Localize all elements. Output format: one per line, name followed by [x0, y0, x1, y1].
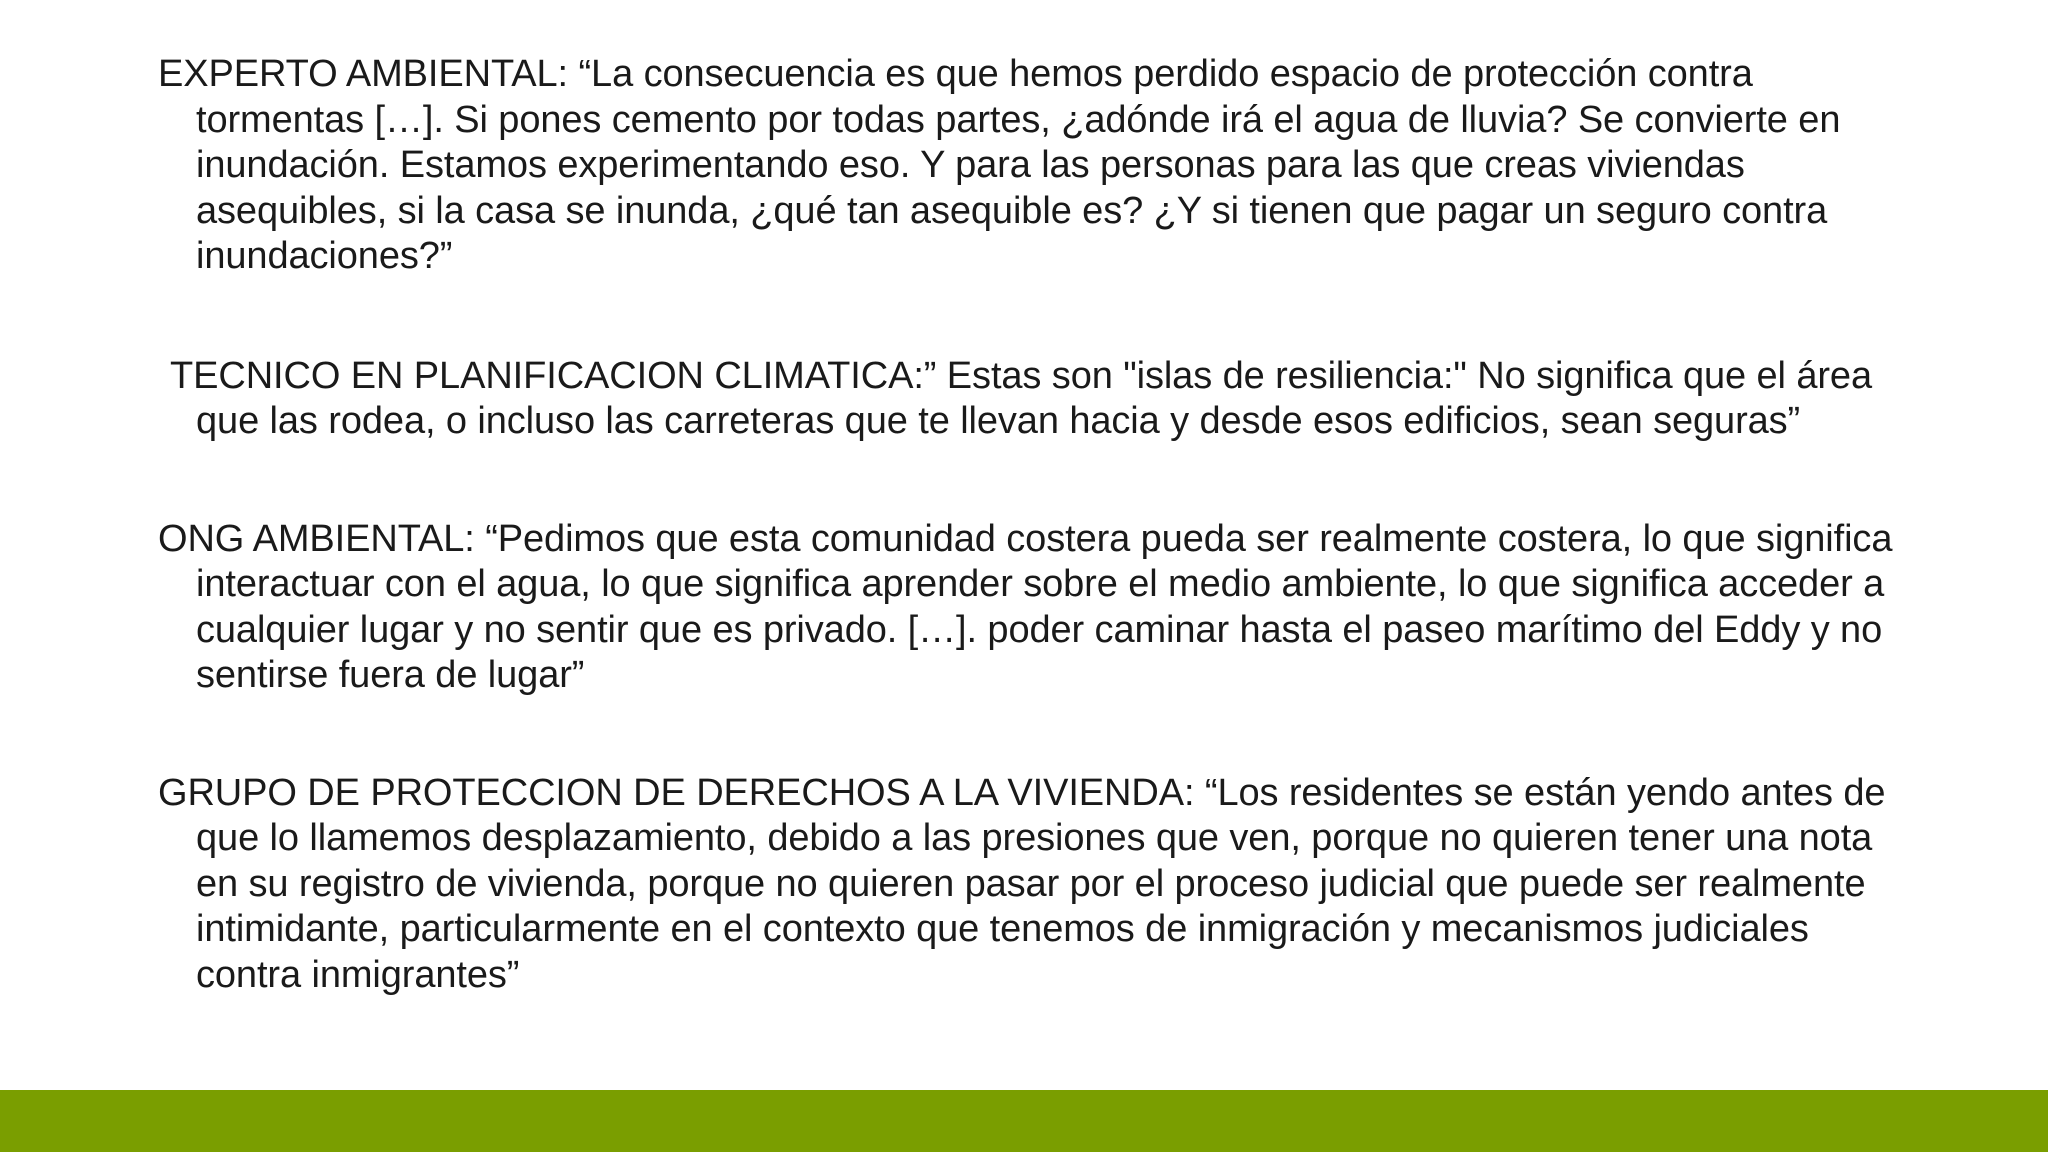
quote-experto-ambiental: [158, 52, 1918, 280]
quote-speaker: TECNICO EN PLANIFICACION CLIMATICA:: [170, 354, 924, 397]
quote-ong-ambiental: [158, 517, 1918, 699]
footer-bar: [0, 1090, 2048, 1152]
quote-text: ” Estas son "islas de resiliencia:" No significa que el área que las rodea, o incluso las carreteras que te llevan hacia y desde esos edificios, sean seguras”: [196, 354, 1872, 442]
quote-tecnico-planificacion: [158, 354, 1918, 445]
quote-text: “Los residentes se están yendo antes de que lo llamemos desplazamiento, debido a las presiones que ven, porque no quieren tener una nota en su registro de vivienda, porque no quieren pasar por el proceso judicial que puede ser realmente intimidante, particularmente en el contexto que tenemos de inmigración y mecanismos judiciales contra inmigrantes”: [196, 771, 1886, 996]
quote-speaker: GRUPO DE PROTECCION DE DERECHOS A LA VIVIENDA:: [158, 771, 1195, 814]
slide-body: [158, 52, 1918, 998]
quote-grupo-vivienda: [158, 771, 1918, 999]
quote-speaker: EXPERTO AMBIENTAL:: [158, 53, 569, 95]
quote-speaker: ONG AMBIENTAL:: [158, 517, 475, 560]
quote-text: “La consecuencia es que hemos perdido espacio de protección contra tormentas […]. Si pones cemento por todas partes, ¿adónde irá el agua de lluvia? Se convierte en inundación. Estamos experimentando eso. Y para las personas para las que creas viviendas asequibles, si la casa se inunda, ¿qué tan asequible es? ¿Y si tienen que pagar un seguro contra inundaciones?”: [196, 53, 1841, 277]
quote-text: “Pedimos que esta comunidad costera pueda ser realmente costera, lo que significa interactuar con el agua, lo que significa aprender sobre el medio ambiente, lo que significa acceder a cualquier lugar y no sentir que es privado. […]. poder caminar hasta el paseo marítimo del Eddy y no sentirse fuera de lugar”: [196, 517, 1893, 696]
